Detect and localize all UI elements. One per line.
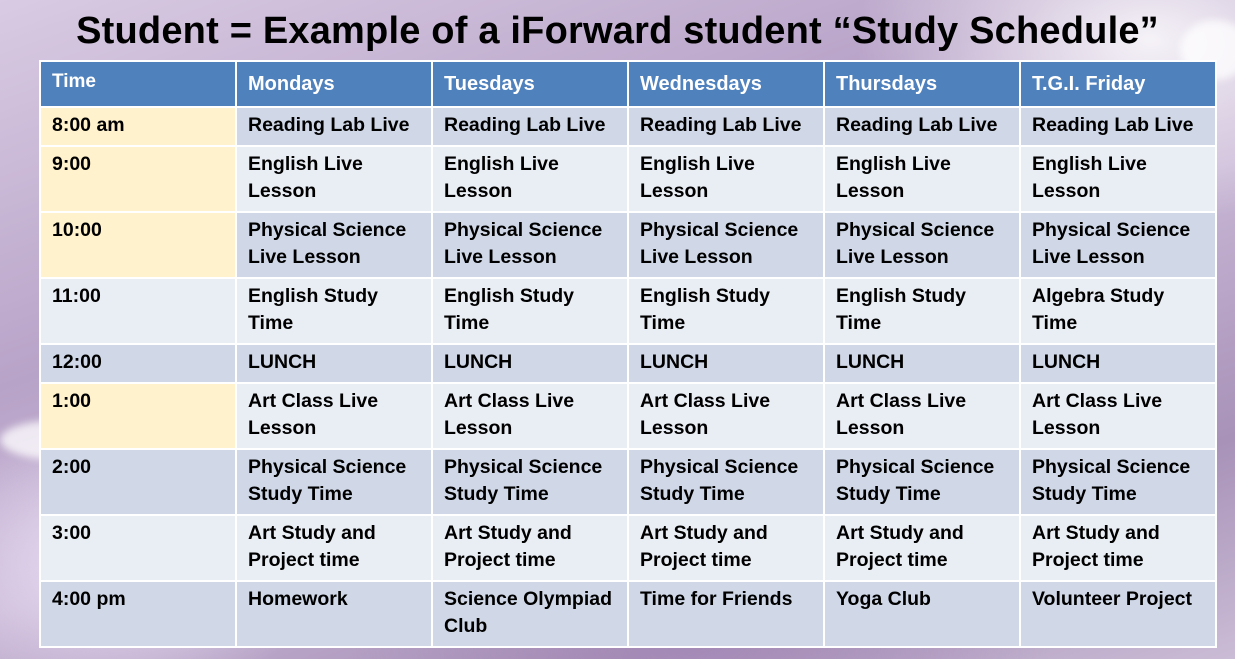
table-cell: Physical Science Study Time xyxy=(236,449,432,515)
table-cell: Art Study and Project time xyxy=(432,515,628,581)
table-cell: English Study Time xyxy=(432,278,628,344)
header-row xyxy=(40,61,1216,107)
table-cell: Reading Lab Live xyxy=(1020,107,1216,146)
table-row xyxy=(40,146,1216,212)
table-cell: Physical Science Live Lesson xyxy=(236,212,432,278)
column-header-wednesday: Wednesdays xyxy=(628,61,824,107)
table-cell: English Live Lesson xyxy=(824,146,1020,212)
table-cell: Art Class Live Lesson xyxy=(628,383,824,449)
table-cell: Art Class Live Lesson xyxy=(236,383,432,449)
table-cell: LUNCH xyxy=(628,344,824,383)
table-cell: LUNCH xyxy=(236,344,432,383)
table-cell: Art Study and Project time xyxy=(628,515,824,581)
table-cell: Art Study and Project time xyxy=(236,515,432,581)
table-row xyxy=(40,212,1216,278)
column-header-friday: T.G.I. Friday xyxy=(1020,61,1216,107)
column-header-tuesday: Tuesdays xyxy=(432,61,628,107)
table-row xyxy=(40,278,1216,344)
table-cell: LUNCH xyxy=(824,344,1020,383)
table-cell: Physical Science Study Time xyxy=(824,449,1020,515)
time-cell: 8:00 am xyxy=(40,107,236,146)
table-cell: Physical Science Study Time xyxy=(628,449,824,515)
table-cell: English Live Lesson xyxy=(432,146,628,212)
table-row xyxy=(40,107,1216,146)
table-cell: Physical Science Live Lesson xyxy=(824,212,1020,278)
table-row xyxy=(40,383,1216,449)
table-cell: Reading Lab Live xyxy=(432,107,628,146)
table-cell: Art Class Live Lesson xyxy=(1020,383,1216,449)
table-cell: English Study Time xyxy=(236,278,432,344)
table-cell: Reading Lab Live xyxy=(824,107,1020,146)
table-row xyxy=(40,449,1216,515)
table-cell: English Live Lesson xyxy=(236,146,432,212)
column-header-monday: Mondays xyxy=(236,61,432,107)
table-cell: English Live Lesson xyxy=(628,146,824,212)
time-cell: 12:00 xyxy=(40,344,236,383)
table-cell: Art Class Live Lesson xyxy=(432,383,628,449)
table-row xyxy=(40,344,1216,383)
time-cell: 9:00 xyxy=(40,146,236,212)
time-cell: 2:00 xyxy=(40,449,236,515)
table-cell: Science Olympiad Club xyxy=(432,581,628,647)
table-cell: Physical Science Live Lesson xyxy=(628,212,824,278)
time-cell: 3:00 xyxy=(40,515,236,581)
time-cell: 1:00 xyxy=(40,383,236,449)
table-row xyxy=(40,515,1216,581)
table-cell: Art Study and Project time xyxy=(824,515,1020,581)
table-cell: Reading Lab Live xyxy=(628,107,824,146)
time-cell: 11:00 xyxy=(40,278,236,344)
page-title: Student = Example of a iForward student “Study Schedule” xyxy=(76,10,1159,52)
table-cell: Physical Science Live Lesson xyxy=(1020,212,1216,278)
table-cell: LUNCH xyxy=(1020,344,1216,383)
table-cell: English Study Time xyxy=(824,278,1020,344)
table-cell: LUNCH xyxy=(432,344,628,383)
table-cell: English Study Time xyxy=(628,278,824,344)
time-cell: 4:00 pm xyxy=(40,581,236,647)
column-header-time: Time xyxy=(40,61,236,107)
column-header-thursday: Thursdays xyxy=(824,61,1020,107)
table-cell: Art Class Live Lesson xyxy=(824,383,1020,449)
schedule-table xyxy=(39,60,1217,648)
table-cell: Art Study and Project time xyxy=(1020,515,1216,581)
table-cell: Time for Friends xyxy=(628,581,824,647)
table-cell: Yoga Club xyxy=(824,581,1020,647)
time-cell: 10:00 xyxy=(40,212,236,278)
table-cell: Physical Science Study Time xyxy=(432,449,628,515)
table-cell: Volunteer Project xyxy=(1020,581,1216,647)
table-cell: Reading Lab Live xyxy=(236,107,432,146)
table-cell: Physical Science Study Time xyxy=(1020,449,1216,515)
table-cell: English Live Lesson xyxy=(1020,146,1216,212)
table-cell: Algebra Study Time xyxy=(1020,278,1216,344)
table-row xyxy=(40,581,1216,647)
table-cell: Homework xyxy=(236,581,432,647)
table-cell: Physical Science Live Lesson xyxy=(432,212,628,278)
